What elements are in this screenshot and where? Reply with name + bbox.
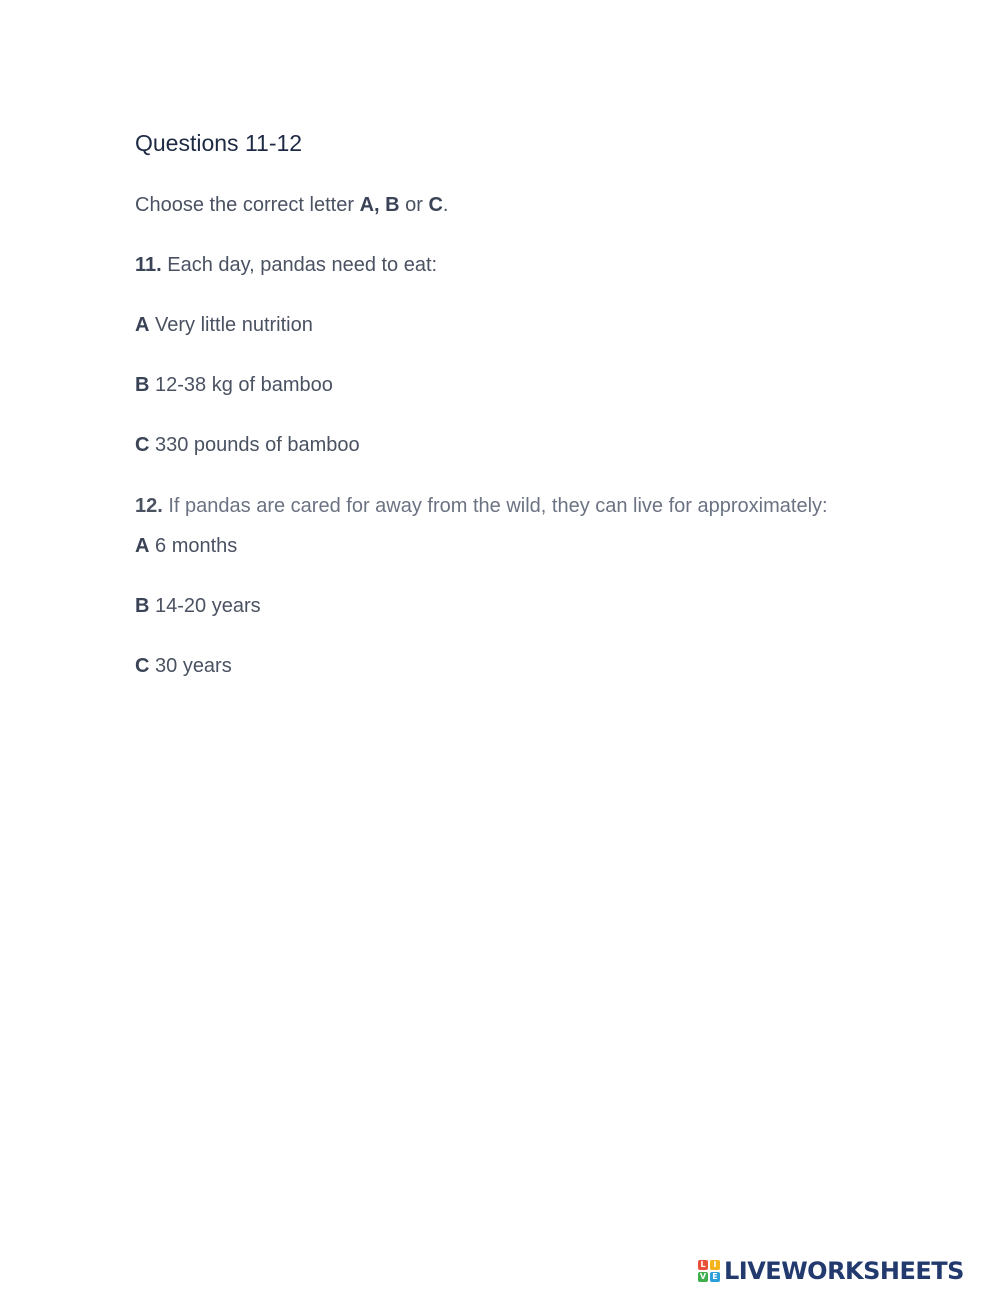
option-letter: B xyxy=(135,374,150,396)
question-text: If pandas are cared for away from the wild, they can live for approximately: xyxy=(162,495,828,517)
liveworksheets-logo xyxy=(698,1255,964,1287)
option-text: Very little nutrition xyxy=(149,314,313,336)
question-12 xyxy=(135,493,828,519)
option-12-a xyxy=(135,533,237,559)
instruction-text: Choose the correct letter xyxy=(135,194,360,216)
option-text: 14-20 years xyxy=(149,595,261,617)
logo-mark-letter: E xyxy=(710,1272,720,1282)
option-letter: A xyxy=(135,314,150,336)
option-text: 330 pounds of bamboo xyxy=(149,434,360,456)
option-letter: C xyxy=(135,655,150,677)
option-11-c xyxy=(135,432,360,458)
instruction-end: . xyxy=(442,194,449,216)
instruction-letter-c: C xyxy=(428,194,443,216)
logo-mark-letter: V xyxy=(699,1272,707,1281)
question-number: 11. xyxy=(135,254,162,276)
option-11-b xyxy=(135,372,333,398)
question-number: 12. xyxy=(135,495,163,517)
instruction xyxy=(135,192,448,218)
option-text: 6 months xyxy=(149,535,238,557)
option-text: 30 years xyxy=(149,655,232,677)
logo-mark-icon xyxy=(698,1260,720,1282)
question-11 xyxy=(135,252,437,278)
question-text: Each day, pandas need to eat: xyxy=(161,254,438,276)
page-title: Questions 11-12 xyxy=(135,130,303,156)
logo-mark-letter: I xyxy=(710,1260,720,1270)
option-12-b xyxy=(135,593,261,619)
logo-text: LIVEWORKSHEETS xyxy=(724,1257,964,1285)
logo-mark-letter: L xyxy=(698,1260,708,1270)
option-letter: A xyxy=(135,535,150,557)
instruction-letters-ab: A, B xyxy=(359,194,400,216)
option-letter: B xyxy=(135,595,150,617)
option-11-a xyxy=(135,312,313,338)
instruction-or: or xyxy=(399,194,429,216)
option-letter: C xyxy=(135,434,150,456)
option-text: 12-38 kg of bamboo xyxy=(149,374,333,396)
option-12-c xyxy=(135,653,232,679)
